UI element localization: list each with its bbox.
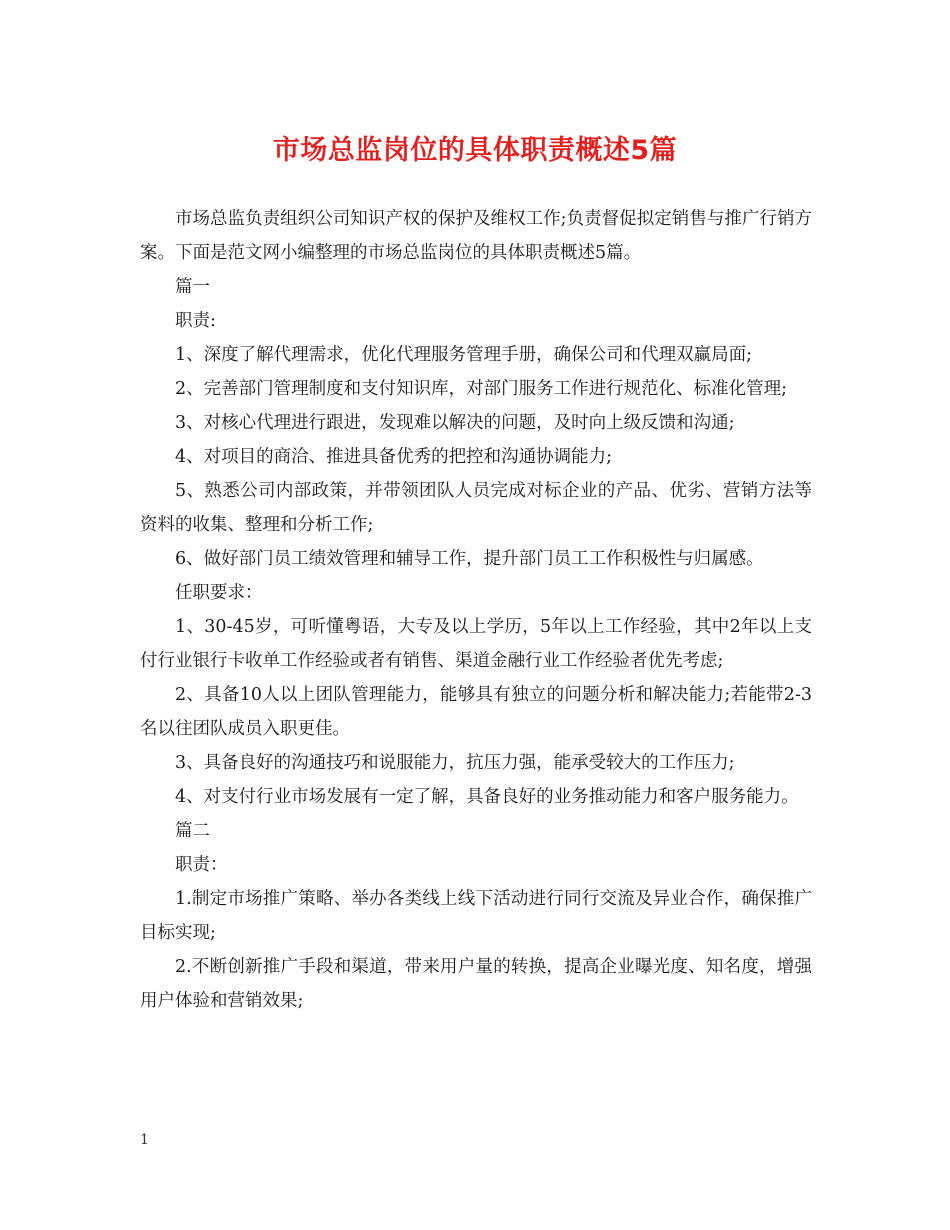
paragraph: 3、对核心代理进行跟进，发现难以解决的问题，及时向上级反馈和沟通; xyxy=(175,413,735,433)
document-body xyxy=(140,202,812,1018)
intro-paragraph: 市场总监负责组织公司知识产权的保护及维权工作;负责督促拟定销售与推广行销方案。下面是范文网小编整理的市场总监岗位的具体职责概述5篇。 xyxy=(140,209,812,263)
section-heading-2: 篇二 xyxy=(175,821,210,841)
paragraph: 3、具备良好的沟通技巧和说服能力，抗压力强，能承受较大的工作压力; xyxy=(175,753,735,773)
paragraph: 1、30-45岁，可听懂粤语，大专及以上学历，5年以上工作经验，其中2年以上支付行业银行卡收单工作经验或者有销售、渠道金融行业工作经验者优先考虑; xyxy=(140,617,812,671)
paragraph: 2.不断创新推广手段和渠道，带来用户量的转换，提高企业曝光度、知名度，增强用户体验和营销效果; xyxy=(140,957,812,1011)
paragraph: 2、具备10人以上团队管理能力，能够具有独立的问题分析和解决能力;若能带2-3名以往团队成员入职更佳。 xyxy=(140,685,812,739)
duties-heading: 职责： xyxy=(175,855,228,875)
requirements-heading: 任职要求： xyxy=(175,583,263,603)
page-number: 1 xyxy=(140,1132,149,1148)
paragraph: 4、对支付行业市场发展有一定了解，具备良好的业务推动能力和客户服务能力。 xyxy=(175,787,799,807)
paragraph: 1.制定市场推广策略、举办各类线上线下活动进行同行交流及异业合作，确保推广目标实现; xyxy=(140,889,812,943)
paragraph: 5、熟悉公司内部政策，并带领团队人员完成对标企业的产品、优劣、营销方法等资料的收集、整理和分析工作; xyxy=(140,481,812,535)
paragraph: 2、完善部门管理制度和支付知识库，对部门服务工作进行规范化、标准化管理; xyxy=(175,379,788,399)
document-title: 市场总监岗位的具体职责概述5篇 xyxy=(272,135,678,166)
paragraph: 4、对项目的商洽、推进具备优秀的把控和沟通协调能力; xyxy=(175,447,613,467)
duties-heading: 职责: xyxy=(175,311,216,331)
paragraph: 1、深度了解代理需求，优化代理服务管理手册，确保公司和代理双赢局面; xyxy=(175,345,753,365)
section-heading-1: 篇一 xyxy=(175,277,210,297)
paragraph: 6、做好部门员工绩效管理和辅导工作，提升部门员工工作积极性与归属感。 xyxy=(175,549,764,569)
